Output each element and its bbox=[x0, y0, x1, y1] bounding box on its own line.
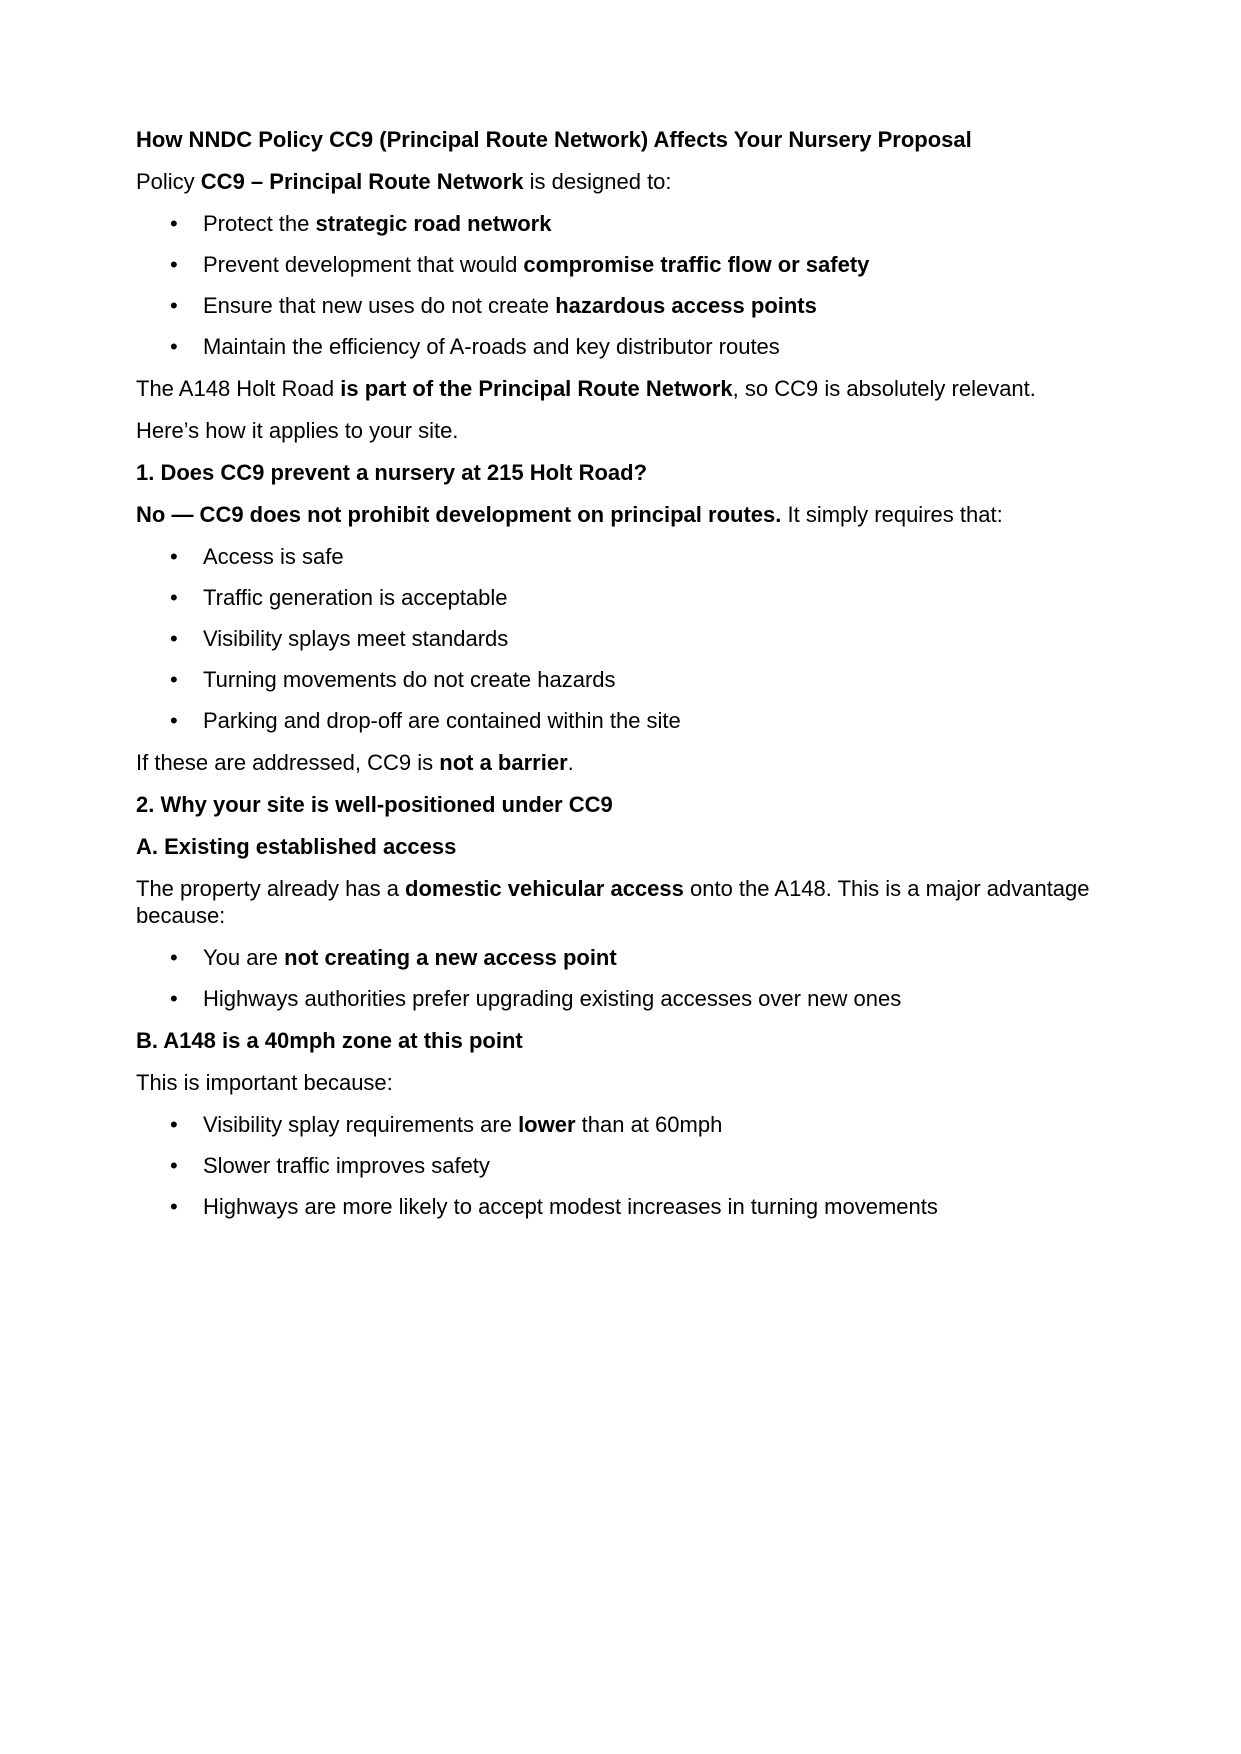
bold-text-run: 2. Why your site is well-positioned under CC9 bbox=[136, 792, 613, 817]
bullet-list bbox=[136, 210, 1104, 360]
bullet-list-item bbox=[136, 625, 1104, 652]
bold-text-run: lower bbox=[518, 1112, 576, 1137]
bold-text-run: not a barrier bbox=[439, 750, 568, 775]
bold-text-run: No — CC9 does not prohibit development on principal routes. bbox=[136, 502, 782, 527]
bold-text-run: A. Existing established access bbox=[136, 834, 457, 859]
bullet-list-item bbox=[136, 707, 1104, 734]
section-heading bbox=[136, 459, 1104, 486]
bullet-list-item bbox=[136, 292, 1104, 319]
bold-text-run: domestic vehicular access bbox=[405, 876, 684, 901]
text-run: You are bbox=[203, 945, 285, 970]
text-run: It simply requires that: bbox=[781, 502, 1003, 527]
bullet-list-item bbox=[136, 1152, 1104, 1179]
text-run: Highways authorities prefer upgrading existing accesses over new ones bbox=[203, 986, 902, 1011]
bullet-list bbox=[136, 1111, 1104, 1220]
bold-text-run: strategic road network bbox=[315, 211, 552, 236]
paragraph bbox=[136, 1069, 1104, 1096]
bold-text-run: not creating a new access point bbox=[284, 945, 617, 970]
text-run: Turning movements do not create hazards bbox=[203, 667, 616, 692]
text-run: This is important because: bbox=[136, 1070, 393, 1095]
text-run: onto the A148. This is a major advantage because: bbox=[136, 876, 1090, 928]
text-run: Slower traffic improves safety bbox=[203, 1153, 490, 1178]
bullet-list-item bbox=[136, 985, 1104, 1012]
bold-text-run: is part of the Principal Route Network bbox=[340, 376, 733, 401]
bold-text-run: CC9 – Principal Route Network bbox=[200, 169, 524, 194]
text-run: If these are addressed, CC9 is bbox=[136, 750, 440, 775]
text-run: Highways are more likely to accept modest increases in turning movements bbox=[203, 1194, 938, 1219]
text-run: The property already has a bbox=[136, 876, 406, 901]
text-run: Access is safe bbox=[203, 544, 344, 569]
section-heading bbox=[136, 126, 1104, 153]
document-content bbox=[136, 126, 1104, 1235]
bullet-list-item bbox=[136, 584, 1104, 611]
text-run: Policy bbox=[136, 169, 201, 194]
text-run: Traffic generation is acceptable bbox=[203, 585, 508, 610]
text-run: Visibility splay requirements are bbox=[203, 1112, 519, 1137]
bullet-list-item bbox=[136, 333, 1104, 360]
text-run: than at 60mph bbox=[575, 1112, 723, 1137]
section-heading bbox=[136, 791, 1104, 818]
section-heading bbox=[136, 1027, 1104, 1054]
bullet-list-item bbox=[136, 1111, 1104, 1138]
bullet-list-item bbox=[136, 944, 1104, 971]
bullet-list-item bbox=[136, 543, 1104, 570]
bold-text-run: 1. Does CC9 prevent a nursery at 215 Holt Road? bbox=[136, 460, 648, 485]
paragraph bbox=[136, 168, 1104, 195]
paragraph bbox=[136, 417, 1104, 444]
bold-text-run: compromise traffic flow or safety bbox=[523, 252, 870, 277]
text-run: , so CC9 is absolutely relevant. bbox=[732, 376, 1036, 401]
text-run: Maintain the efficiency of A-roads and key distributor routes bbox=[203, 334, 780, 359]
bullet-list-item bbox=[136, 1193, 1104, 1220]
text-run: Ensure that new uses do not create bbox=[203, 293, 556, 318]
bullet-list-item bbox=[136, 251, 1104, 278]
text-run: The A148 Holt Road bbox=[136, 376, 341, 401]
paragraph bbox=[136, 375, 1104, 402]
text-run: Visibility splays meet standards bbox=[203, 626, 509, 651]
bullet-list-item bbox=[136, 210, 1104, 237]
text-run: Prevent development that would bbox=[203, 252, 524, 277]
text-run: . bbox=[567, 750, 574, 775]
paragraph bbox=[136, 875, 1104, 929]
text-run: Parking and drop-off are contained within the site bbox=[203, 708, 681, 733]
text-run: Here’s how it applies to your site. bbox=[136, 418, 459, 443]
text-run: Protect the bbox=[203, 211, 316, 236]
bold-text-run: hazardous access points bbox=[555, 293, 817, 318]
bullet-list bbox=[136, 543, 1104, 734]
bold-text-run: How NNDC Policy CC9 (Principal Route Network) Affects Your Nursery Proposal bbox=[136, 127, 972, 152]
section-heading bbox=[136, 833, 1104, 860]
bold-text-run: B. A148 is a 40mph zone at this point bbox=[136, 1028, 523, 1053]
bullet-list bbox=[136, 944, 1104, 1012]
bullet-list-item bbox=[136, 666, 1104, 693]
paragraph bbox=[136, 749, 1104, 776]
text-run: is designed to: bbox=[523, 169, 672, 194]
paragraph bbox=[136, 501, 1104, 528]
